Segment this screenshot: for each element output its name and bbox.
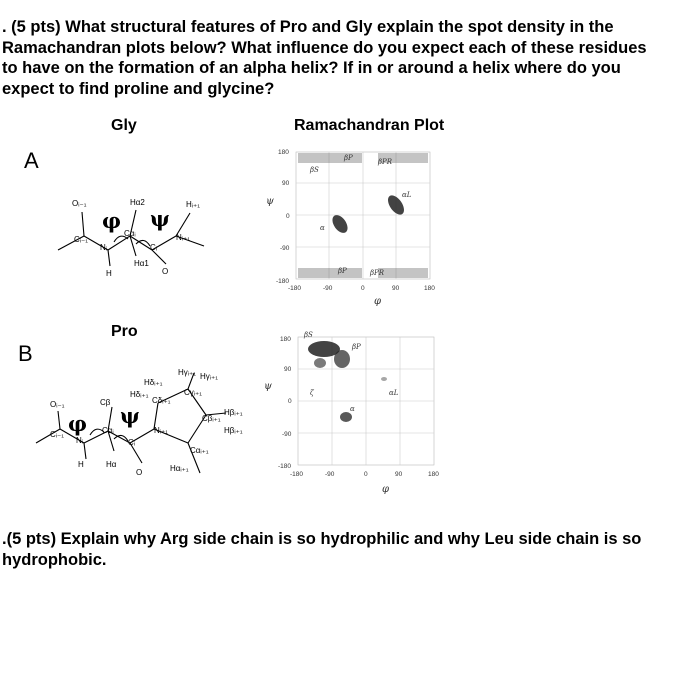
pro-region-zeta: ζ [310,389,314,397]
pro-ramachandran-plot [258,325,448,495]
pro-n-label: Nᵢ [76,436,84,445]
gly-h-label: H [106,269,112,278]
gly-h-next-label: Hᵢ₊₁ [186,200,200,209]
gly-region-bpr-bottom: βPR [370,269,385,277]
pro-phi-symbol: φ [68,411,88,436]
pro-hb-label: Hβᵢ₊₁ [224,408,243,417]
gly-ytick-180: 180 [278,149,289,156]
glycine-structure [48,190,228,285]
gly-n-label: Nᵢ [100,243,108,252]
gly-ytick-0: 0 [286,213,290,220]
pro-h-label: H [78,460,84,469]
pro-c-prev-label: Cᵢ₋₁ [50,430,64,439]
pro-y-axis-label: ψ [264,381,272,392]
pro-ytick-0: 0 [288,398,292,405]
pro-hb2-label: Hβᵢ₊₁ [224,426,243,435]
pro-ytick-90: 90 [284,366,292,373]
pro-c-label: Cᵢ [128,438,136,447]
pro-psi-symbol: ψ [120,403,140,428]
gly-ramachandran-plot [258,142,448,312]
gly-xtick-0: 0 [361,285,365,292]
pro-ca2-label: Cαᵢ₊₁ [190,446,209,455]
pro-hg2-label: Hγᵢ₊₁ [200,372,218,381]
gly-phi-symbol: φ [102,208,122,233]
pro-region-alpha: α [350,405,355,413]
pro-ytick-180: 180 [280,336,291,343]
pro-hg-label: Hγᵢ₊₁ [178,368,196,377]
pro-hd2-label: Hδᵢ₊₁ [130,390,149,399]
ramachandran-header: Ramachandran Plot [294,117,445,134]
gly-region-bp-top: βP [344,154,353,162]
pro-ha-label: Hα [106,460,117,469]
gly-ha1-label: Hα1 [134,259,149,268]
pro-ha2-label: Hαᵢ₊₁ [170,464,189,473]
gly-header: Gly [111,117,137,134]
pro-xtick-m180: -180 [290,471,304,478]
gly-ytick-m180: -180 [276,278,290,285]
gly-region-bpr-top: βPR [378,158,393,166]
pro-xtick-90: 90 [395,471,403,478]
pro-ytick-m180: -180 [278,463,292,470]
pro-ca-label: Cαᵢ [102,426,114,435]
panel-a-label: A [24,148,39,173]
question-1: . (5 pts) What structural features of Pro and Gly explain the spot density in the Ramachandran plots below? What influence do you expect each of these residues to have on the formation of an alpha helix? If in or around a helix where do you expect to find proline and glycine? [2,18,647,98]
gly-region-alpha: α [320,224,325,232]
pro-o2-label: O [136,468,143,477]
pro-cb2-label: Cβᵢ₊₁ [202,414,221,423]
pro-x-axis-label: φ [382,484,390,495]
pro-region-al: αL [389,389,399,397]
pro-n-next-label: Nᵢ₊₁ [154,426,168,435]
pro-o-label: Oᵢ₋₁ [50,400,65,409]
pro-xtick-m90: -90 [325,471,335,478]
pro-cd-label: Cδᵢ₊₁ [152,396,171,405]
proline-structure [28,363,258,483]
gly-region-bp-bottom: βP [338,267,347,275]
gly-psi-symbol: ψ [150,206,170,231]
gly-x-axis-label: φ [374,296,382,307]
question-2: .(5 pts) Explain why Arg side chain is so hydrophilic and why Leu side chain is so hydrophobic. [2,530,642,569]
gly-o2-label: O [162,267,169,276]
gly-n-next-label: Nᵢ₊₁ [176,233,190,242]
gly-region-bs: βS [310,166,319,174]
gly-xtick-m180: -180 [288,285,302,292]
panel-b-label: B [18,341,33,366]
gly-ca-label: Cαᵢ [124,229,136,238]
gly-c-prev-label: Cᵢ₋₁ [74,235,88,244]
pro-cb-label: Cβ [100,398,111,407]
gly-o-label: Oᵢ₋₁ [72,199,87,208]
pro-xtick-180: 180 [428,471,439,478]
gly-xtick-180: 180 [424,285,435,292]
gly-ytick-90: 90 [282,180,290,187]
gly-c-label: Cᵢ [150,243,158,252]
gly-y-axis-label: ψ [266,196,274,207]
gly-xtick-m90: -90 [323,285,333,292]
pro-hd-label: Hδᵢ₊₁ [144,378,163,387]
pro-region-bs: βS [304,331,313,339]
pro-header: Pro [111,323,138,340]
pro-cg-label: Cγᵢ₊₁ [184,388,202,397]
pro-xtick-0: 0 [364,471,368,478]
pro-region-bp: βP [352,343,361,351]
pro-ytick-m90: -90 [282,431,292,438]
gly-region-al: αL [402,191,412,199]
gly-ha2-label: Hα2 [130,198,145,207]
gly-xtick-90: 90 [392,285,400,292]
gly-ytick-m90: -90 [280,245,290,252]
